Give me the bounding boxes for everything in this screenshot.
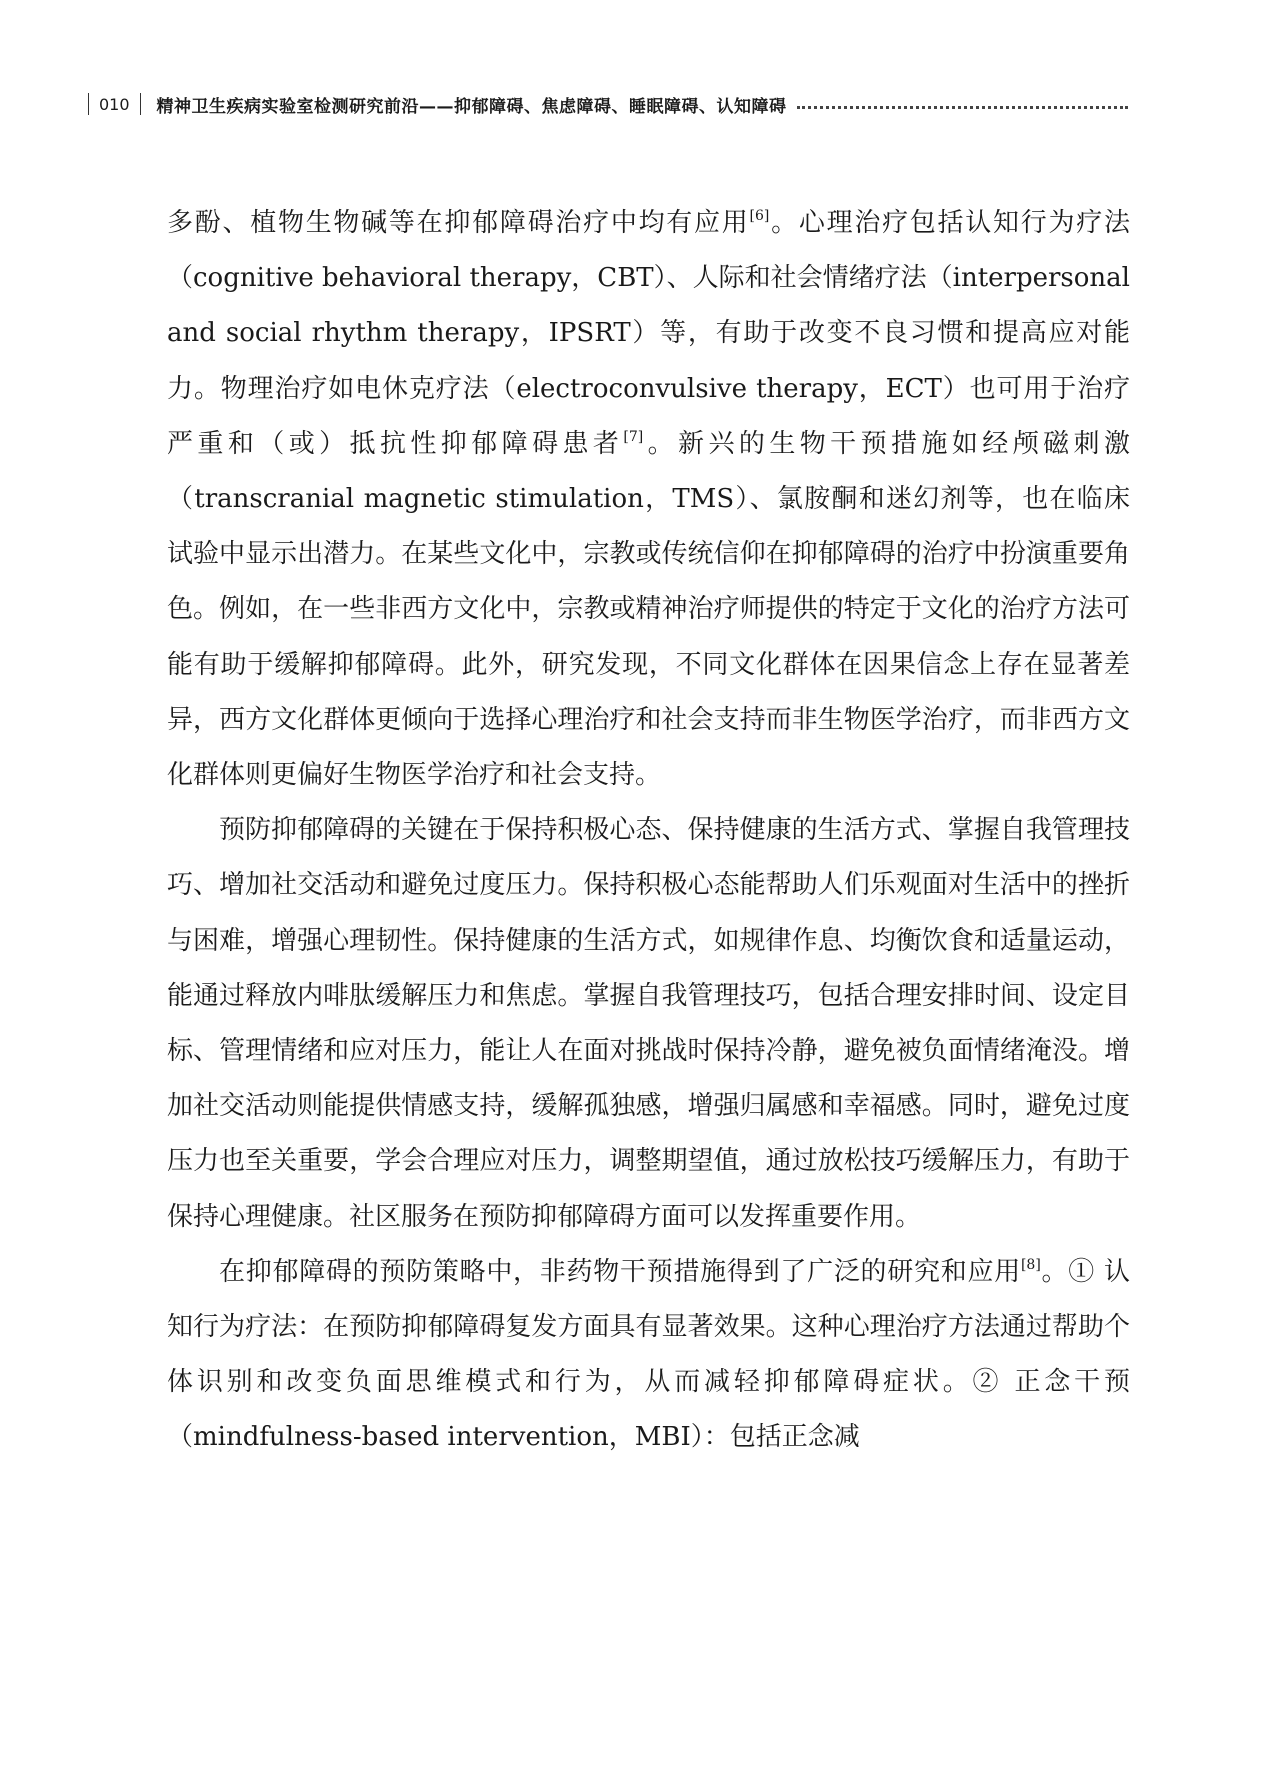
citation-marker: [8] bbox=[1020, 1256, 1041, 1273]
paragraph-text: 多酚、植物生物碱等在抑郁障碍治疗中均有应用 bbox=[167, 208, 750, 238]
paragraph-treatment bbox=[167, 196, 1130, 803]
paragraph-text: 在抑郁障碍的预防策略中，非药物干预措施得到了广泛的研究和应用 bbox=[219, 1256, 1021, 1287]
paragraph-text: 。① 认知行为疗法：在预防抑郁障碍复发方面具有显著效果。这种心理治疗方法通过帮助个体识别和改变负面思维模式和行为，从而减轻抑郁障碍症状。② 正念干预（mindfulness-based intervention，MBI）：包括正念减 bbox=[167, 1256, 1130, 1453]
paragraph-text: 。新兴的生物干预措施如经颅磁刺激（transcranial magnetic stimulation，TMS）、氯胺酮和迷幻剂等，也在临床试验中显示出潜力。在某些文化中，宗教或传统信仰在抑郁障碍的治疗中扮演重要角色。例如，在一些非西方文化中，宗教或精神治疗师提供的特定于文化的治疗方法可能有助于缓解抑郁障碍。此外，研究发现，不同文化群体在因果信念上存在显著差异，西方文化群体更倾向于选择心理治疗和社会支持而非生物医学治疗，而非西方文化群体则更偏好生物医学治疗和社会支持。 bbox=[167, 428, 1130, 791]
citation-marker: [7] bbox=[623, 428, 644, 445]
page-number: 010 bbox=[88, 93, 141, 115]
citation-marker: [6] bbox=[749, 208, 770, 224]
paragraph-prevention bbox=[167, 803, 1130, 1245]
paragraph-nondrug-interventions bbox=[167, 1245, 1130, 1466]
body-text bbox=[167, 196, 1130, 1466]
running-header bbox=[88, 90, 1128, 118]
running-header-title: 精神卫生疾病实验室检测研究前沿——抑郁障碍、焦虑障碍、睡眠障碍、认知障碍 bbox=[156, 96, 787, 117]
paragraph-text: 。心理治疗包括认知行为疗法（cognitive behavioral therapy，CBT）、人际和社会情绪疗法（interpersonal and social rhythm therapy，IPSRT）等，有助于改变不良习惯和提高应对能力。物理治疗如电休克疗法（electroconvulsive therapy，ECT）也可用于治疗严重和（或）抵抗性抑郁障碍患者 bbox=[167, 208, 1130, 459]
paragraph-text: 预防抑郁障碍的关键在于保持积极心态、保持健康的生活方式、掌握自我管理技巧、增加社交活动和避免过度压力。保持积极心态能帮助人们乐观面对生活中的挫折与困难，增强心理韧性。保持健康的生活方式，如规律作息、均衡饮食和适量运动，能通过释放内啡肽缓解压力和焦虑。掌握自我管理技巧，包括合理安排时间、设定目标、管理情绪和应对压力，能让人在面对挑战时保持冷静，避免被负面情绪淹没。增加社交活动则能提供情感支持，缓解孤独感，增强归属感和幸福感。同时，避免过度压力也至关重要，学会合理应对压力，调整期望值，通过放松技巧缓解压力，有助于保持心理健康。社区服务在预防抑郁障碍方面可以发挥重要作用。 bbox=[167, 815, 1130, 1232]
header-dotted-leader bbox=[797, 106, 1128, 109]
